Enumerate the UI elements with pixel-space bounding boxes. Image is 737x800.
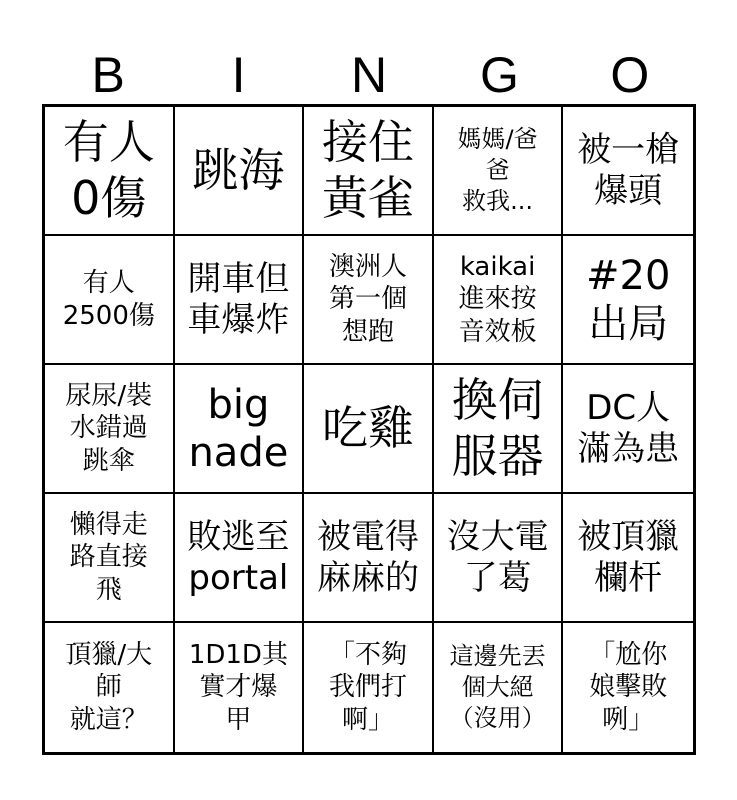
cell-text: 換伺 服器	[451, 373, 544, 483]
bingo-cell-r4c5[interactable]	[563, 494, 693, 623]
bingo-cell-r1c1[interactable]	[45, 107, 175, 236]
bingo-cell-r4c1[interactable]	[45, 494, 175, 623]
cell-text: 被一槍 爆頭	[577, 129, 680, 211]
cell-text: 吃雞	[321, 400, 414, 455]
header-letter-i: I	[231, 47, 246, 103]
bingo-cell-r2c1[interactable]	[45, 236, 175, 365]
bingo-cell-r2c5[interactable]	[563, 236, 693, 365]
bingo-cell-r2c2[interactable]	[175, 236, 305, 365]
bingo-cell-r5c3[interactable]	[304, 623, 434, 752]
cell-text: 這邊先丟 個大絕 （沒用）	[449, 641, 546, 733]
cell-text: 跳海	[192, 142, 285, 197]
bingo-cell-r3c4[interactable]	[434, 365, 564, 494]
cell-text: 有人 0傷	[62, 115, 155, 225]
bingo-cell-r3c1[interactable]	[45, 365, 175, 494]
cell-text: 沒大電 了葛	[446, 516, 549, 598]
cell-text: 被頂獵 欄杆	[577, 516, 680, 598]
bingo-cell-r1c4[interactable]	[434, 107, 564, 236]
cell-text: 澳洲人 第一個 想跑	[328, 251, 407, 347]
bingo-cell-r3c5[interactable]	[563, 365, 693, 494]
cell-text: 被電得 麻麻的	[316, 516, 419, 598]
cell-text: 開車但 車爆炸	[187, 258, 290, 340]
cell-text: #20 出局	[585, 252, 671, 347]
bingo-board	[42, 104, 696, 755]
header-letter-g: G	[479, 47, 519, 103]
cell-text: 「不夠 我們打 啊」	[328, 639, 407, 735]
cell-text: 媽媽/爸 爸 救我...	[457, 124, 538, 216]
bingo-cell-r1c5[interactable]	[563, 107, 693, 236]
bingo-cell-r5c4[interactable]	[434, 623, 564, 752]
header-letter-o: O	[610, 47, 650, 103]
bingo-cell-r4c3[interactable]	[304, 494, 434, 623]
bingo-cell-r2c4[interactable]	[434, 236, 564, 365]
bingo-cell-r3c2[interactable]	[175, 365, 305, 494]
bingo-cell-r3c3[interactable]	[304, 365, 434, 494]
header-letter-b: B	[91, 47, 125, 103]
cell-text: big nade	[188, 381, 289, 476]
cell-text: 有人 2500傷	[62, 268, 155, 331]
bingo-cell-r5c1[interactable]	[45, 623, 175, 752]
header-letter-n: N	[350, 47, 388, 103]
bingo-header	[43, 44, 695, 106]
bingo-cell-r1c3[interactable]	[304, 107, 434, 236]
bingo-cell-r4c2[interactable]	[175, 494, 305, 623]
cell-text: 1D1D其 實才爆 甲	[188, 639, 288, 735]
cell-text: 尿尿/裝 水錯過 跳傘	[65, 380, 153, 476]
cell-text: 懶得走 路直接 飛	[69, 509, 148, 605]
cell-text: 「尬你 娘擊敗 咧」	[589, 639, 668, 735]
bingo-cell-r2c3[interactable]	[304, 236, 434, 365]
cell-text: kaikai 進來按 音效板	[458, 251, 537, 347]
bingo-cell-r5c2[interactable]	[175, 623, 305, 752]
cell-text: DC人 滿為患	[577, 387, 680, 469]
bingo-cell-r1c2[interactable]	[175, 107, 305, 236]
bingo-cell-r5c5[interactable]	[563, 623, 693, 752]
cell-text: 頂獵/大 師 就這？	[65, 639, 153, 735]
cell-text: 接住 黃雀	[321, 115, 414, 225]
bingo-cell-r4c4[interactable]	[434, 494, 564, 623]
cell-text: 敗逃至 portal	[187, 516, 290, 598]
